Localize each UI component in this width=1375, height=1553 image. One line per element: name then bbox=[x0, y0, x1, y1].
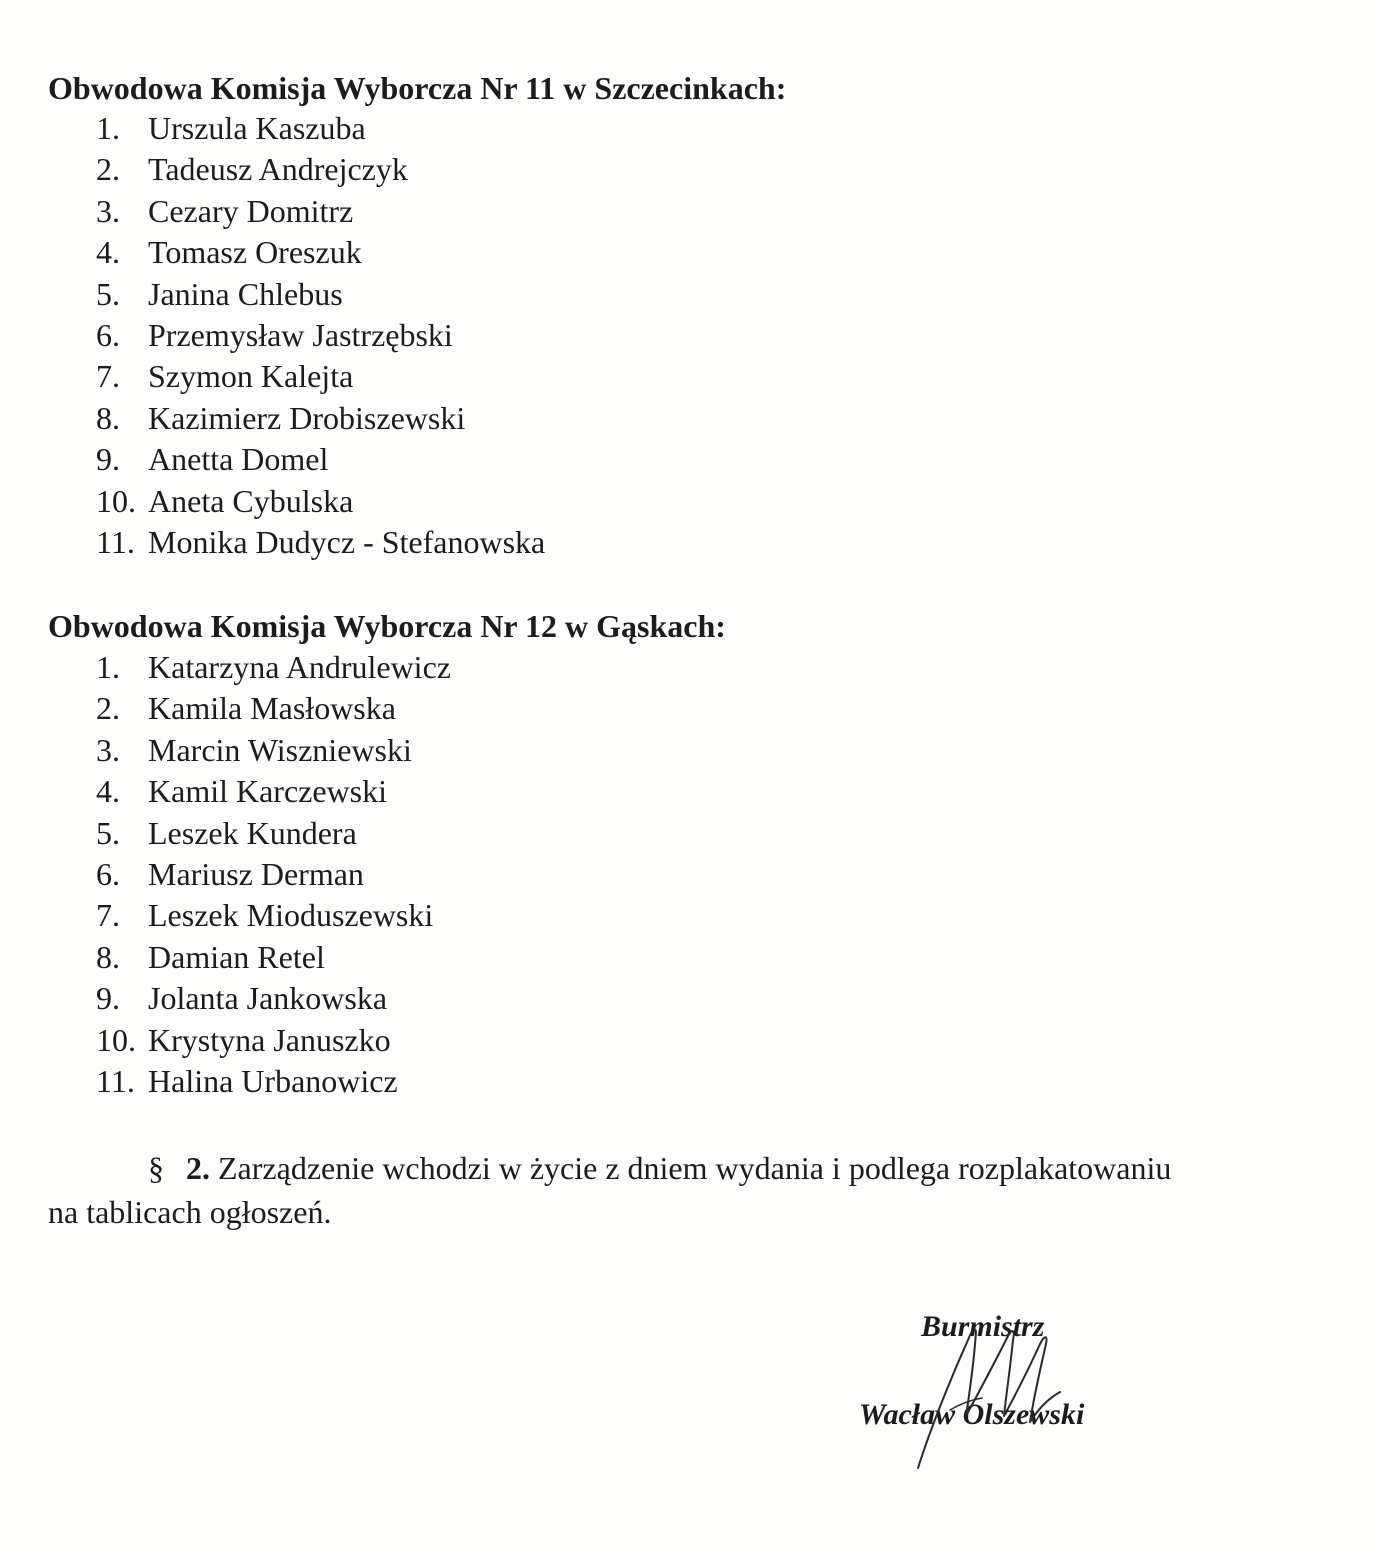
member-name: Aneta Cybulska bbox=[148, 482, 354, 519]
member-number: 11. bbox=[96, 523, 135, 560]
member-name: Przemysław Jastrzębski bbox=[148, 316, 453, 353]
member-name: Halina Urbanowicz bbox=[148, 1062, 398, 1099]
member-number: 1. bbox=[96, 110, 120, 146]
paragraph-text-line1: Zarządzenie wchodzi w życie z dniem wydania i podlega rozplakatowaniu bbox=[218, 1150, 1172, 1186]
member-number: 2. bbox=[96, 151, 120, 188]
member-number: 10. bbox=[96, 1021, 136, 1058]
member-name: Mariusz Derman bbox=[148, 855, 364, 892]
member-name: Leszek Mioduszewski bbox=[148, 897, 434, 934]
member-number: 5. bbox=[96, 814, 120, 851]
member-number: 10. bbox=[96, 482, 136, 519]
member-name: Monika Dudycz - Stefanowska bbox=[148, 523, 546, 560]
signatory-name: Wacław Olszewski bbox=[859, 1398, 1085, 1431]
member-number: 3. bbox=[96, 192, 120, 229]
member-name: Kazimierz Drobiszewski bbox=[148, 399, 466, 436]
member-name: Cezary Domitrz bbox=[148, 192, 354, 229]
member-number: 8. bbox=[96, 399, 120, 436]
member-name: Kamil Karczewski bbox=[148, 773, 388, 810]
member-name: Urszula Kaszuba bbox=[148, 110, 366, 146]
member-name: Tadeusz Andrejczyk bbox=[148, 151, 408, 188]
commission-11-heading: Obwodowa Komisja Wyborcza Nr 11 w Szczecinkach: bbox=[48, 70, 787, 106]
member-name: Damian Retel bbox=[148, 938, 325, 975]
member-number: 7. bbox=[96, 897, 120, 934]
paragraph-number: 2. bbox=[186, 1150, 210, 1186]
member-number: 4. bbox=[96, 234, 120, 271]
member-number: 9. bbox=[96, 441, 120, 478]
member-name: Tomasz Oreszuk bbox=[148, 234, 362, 271]
member-name: Szymon Kalejta bbox=[148, 358, 354, 395]
paragraph-first-line bbox=[48, 1146, 1323, 1190]
member-name: Marcin Wiszniewski bbox=[148, 731, 412, 768]
signatory-title: Burmistrz bbox=[921, 1310, 1045, 1343]
member-number: 9. bbox=[96, 980, 120, 1017]
commission-12-heading: Obwodowa Komisja Wyborcza Nr 12 w Gąskach: bbox=[48, 608, 726, 644]
paragraph-2 bbox=[48, 1146, 1323, 1234]
member-name: Krystyna Januszko bbox=[148, 1021, 391, 1058]
member-number: 1. bbox=[96, 649, 120, 685]
member-number: 2. bbox=[96, 690, 120, 727]
member-number: 6. bbox=[96, 855, 120, 892]
section-sign: § bbox=[148, 1150, 164, 1186]
handwritten-signature bbox=[900, 1300, 1080, 1480]
member-number: 11. bbox=[96, 1062, 135, 1099]
member-number: 8. bbox=[96, 938, 120, 975]
member-number: 5. bbox=[96, 275, 120, 312]
member-number: 6. bbox=[96, 316, 120, 353]
member-name: Anetta Domel bbox=[148, 441, 329, 478]
member-name: Kamila Masłowska bbox=[148, 690, 396, 727]
member-number: 3. bbox=[96, 731, 120, 768]
member-number: 7. bbox=[96, 358, 120, 395]
member-name: Katarzyna Andrulewicz bbox=[148, 649, 451, 685]
member-name: Leszek Kundera bbox=[148, 814, 357, 851]
paragraph-text-line2: na tablicach ogłoszeń. bbox=[48, 1194, 332, 1230]
member-name: Jolanta Jankowska bbox=[148, 980, 388, 1017]
member-name: Janina Chlebus bbox=[148, 275, 343, 312]
member-number: 4. bbox=[96, 773, 120, 810]
